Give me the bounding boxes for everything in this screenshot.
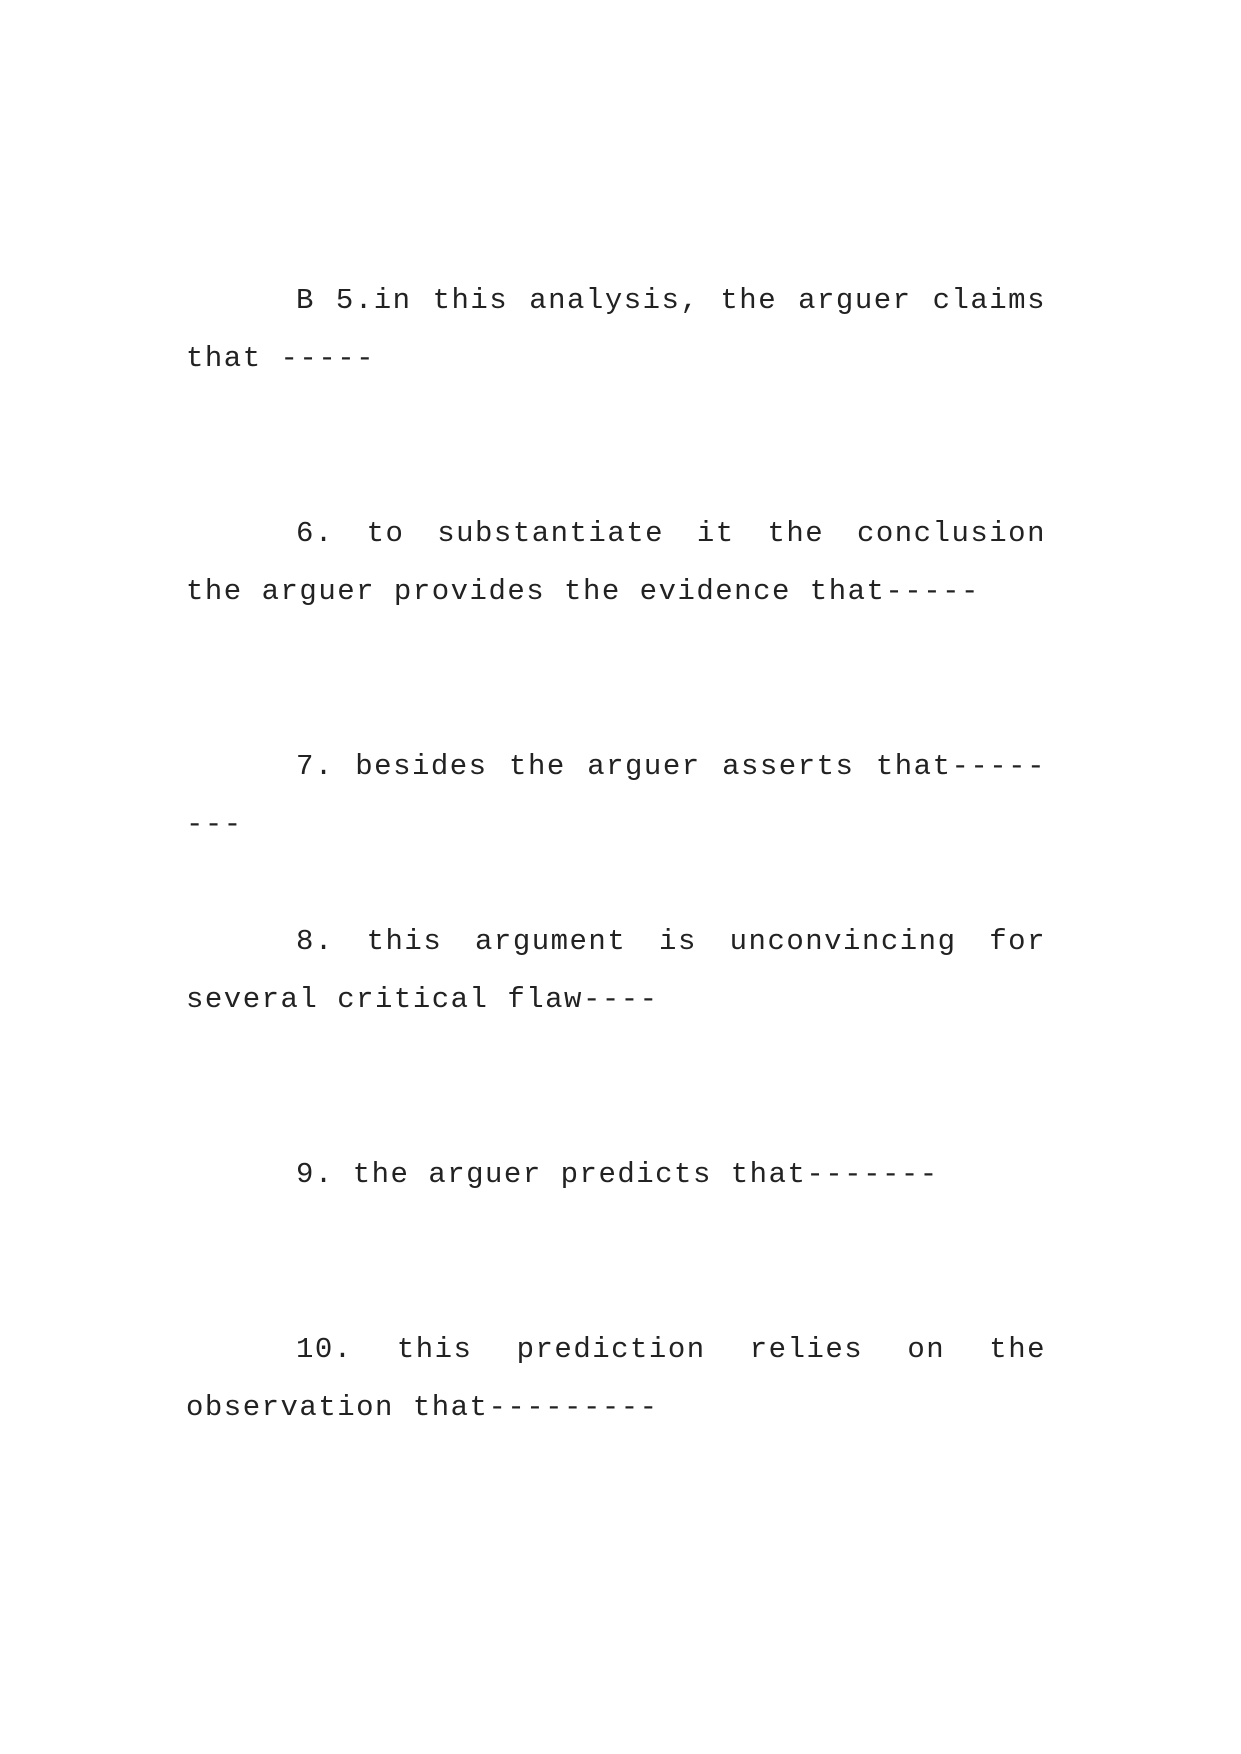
paragraph-item-10: 10. this prediction relies on the observation that--------- — [186, 1333, 1046, 1424]
paragraph-item-5: B 5.in this analysis, the arguer claims that ----- — [186, 284, 1046, 375]
paragraph-item-7: 7. besides the arguer asserts that-------- — [186, 750, 1046, 841]
paragraph-item-9: 9. the arguer predicts that------- — [296, 1158, 939, 1191]
paragraph-item-8: 8. this argument is unconvincing for several critical flaw---- — [186, 925, 1046, 1016]
paragraph-item-6: 6. to substantiate it the conclusion the arguer provides the evidence that----- — [186, 517, 1046, 608]
